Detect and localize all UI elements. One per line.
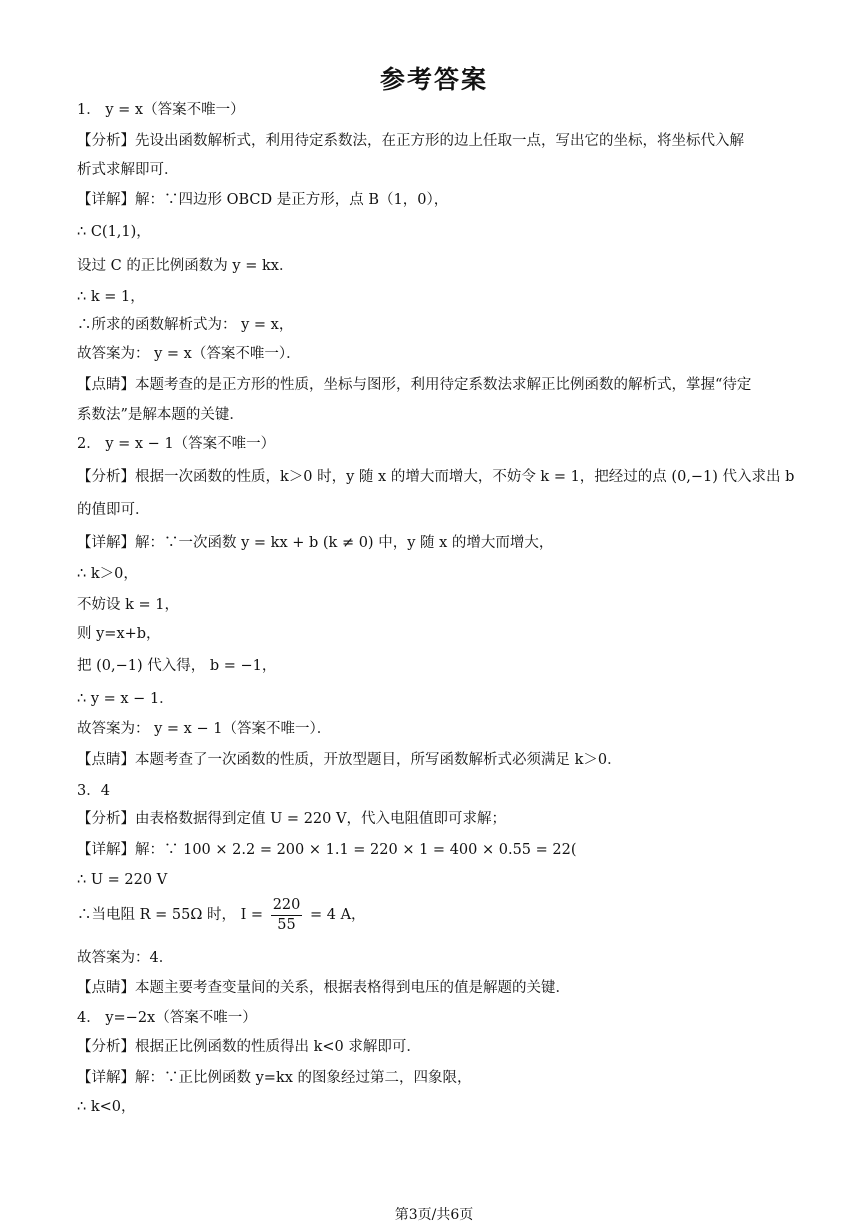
detail-line: 则 y=x+b，: [77, 626, 161, 642]
analysis-line: 【分析】先设出函数解析式，利用待定系数法，在正方形的边上任取一点，写出它的坐标，将坐标代入解: [77, 133, 744, 149]
detail-line: ∴所求的函数解析式为： y = x，: [77, 317, 294, 333]
detail-line: ∴ y = x − 1．: [77, 691, 174, 707]
detail-line: 不妨设 k = 1，: [77, 597, 179, 613]
page-title: 参考答案: [379, 65, 488, 94]
analysis-line: 的值即可．: [77, 502, 150, 518]
comment-line: 【点睛】本题考查的是正方形的性质，坐标与图形，利用待定系数法求解正比例函数的解析式，掌握“待定: [77, 377, 752, 393]
analysis-line: 【分析】根据正比例函数的性质得出 k<0 求解即可．: [77, 1039, 421, 1055]
answer-line: 故答案为： y = x（答案不唯一）．: [77, 346, 301, 362]
answer-line: 故答案为： y = x − 1（答案不唯一）．: [77, 721, 332, 737]
detail-line: 设过 C 的正比例函数为 y = kx．: [77, 258, 294, 274]
fraction-line: [77, 898, 798, 932]
answer-2-heading: 2． y = x − 1（答案不唯一）: [77, 436, 276, 452]
answer-4-heading: 4． y=−2x（答案不唯一）: [77, 1010, 257, 1026]
detail-line: 【详解】解：∵ 100 × 2.2 = 200 × 1.1 = 220 × 1 = 400 × 0.55 = 22(: [77, 842, 577, 858]
page-number: 第3页/共6页: [394, 1207, 474, 1223]
fraction-suffix: = 4 A，: [305, 907, 366, 923]
detail-line: ∴ C(1,1)，: [77, 224, 151, 240]
fraction: [271, 898, 303, 932]
analysis-line: 析式求解即可．: [77, 162, 179, 178]
detail-line: 【详解】解：∵一次函数 y = kx + b (k ≠ 0) 中，y 随 x 的增大而增大，: [77, 535, 554, 551]
analysis-line: 【分析】根据一次函数的性质，k＞0 时，y 随 x 的增大而增大，不妨令 k = 1，把经过的点 (0,−1) 代入求出 b: [77, 469, 795, 485]
answer-1-heading: 1． y = x（答案不唯一）: [77, 102, 245, 118]
answer-3-heading: 3．4: [77, 783, 110, 799]
fraction-numerator: 220: [271, 898, 303, 916]
comment-line: 系数法”是解本题的关键．: [77, 407, 244, 423]
comment-line: 【点睛】本题考查了一次函数的性质，开放型题目，所写函数解析式必须满足 k＞0．: [77, 752, 622, 768]
answer-line: 故答案为：4．: [77, 950, 174, 966]
detail-line: 【详解】解：∵正比例函数 y=kx 的图象经过第二，四象限，: [77, 1070, 472, 1086]
detail-line: 把 (0,−1) 代入得， b = −1，: [77, 658, 277, 674]
detail-line: ∴ U = 220 V: [77, 872, 168, 888]
detail-line: 【详解】解：∵四边形 OBCD 是正方形，点 B（1，0），: [77, 192, 449, 208]
fraction-prefix: ∴当电阻 R = 55Ω 时， I =: [77, 907, 268, 923]
detail-line: ∴ k＞0，: [77, 566, 138, 582]
comment-line: 【点睛】本题主要考查变量间的关系，根据表格得到电压的值是解题的关键．: [77, 980, 570, 996]
detail-line: ∴ k = 1，: [77, 289, 145, 305]
analysis-line: 【分析】由表格数据得到定值 U = 220 V，代入电阻值即可求解；: [77, 811, 506, 827]
detail-line: ∴ k<0，: [77, 1099, 136, 1115]
fraction-denominator: 55: [277, 916, 296, 933]
